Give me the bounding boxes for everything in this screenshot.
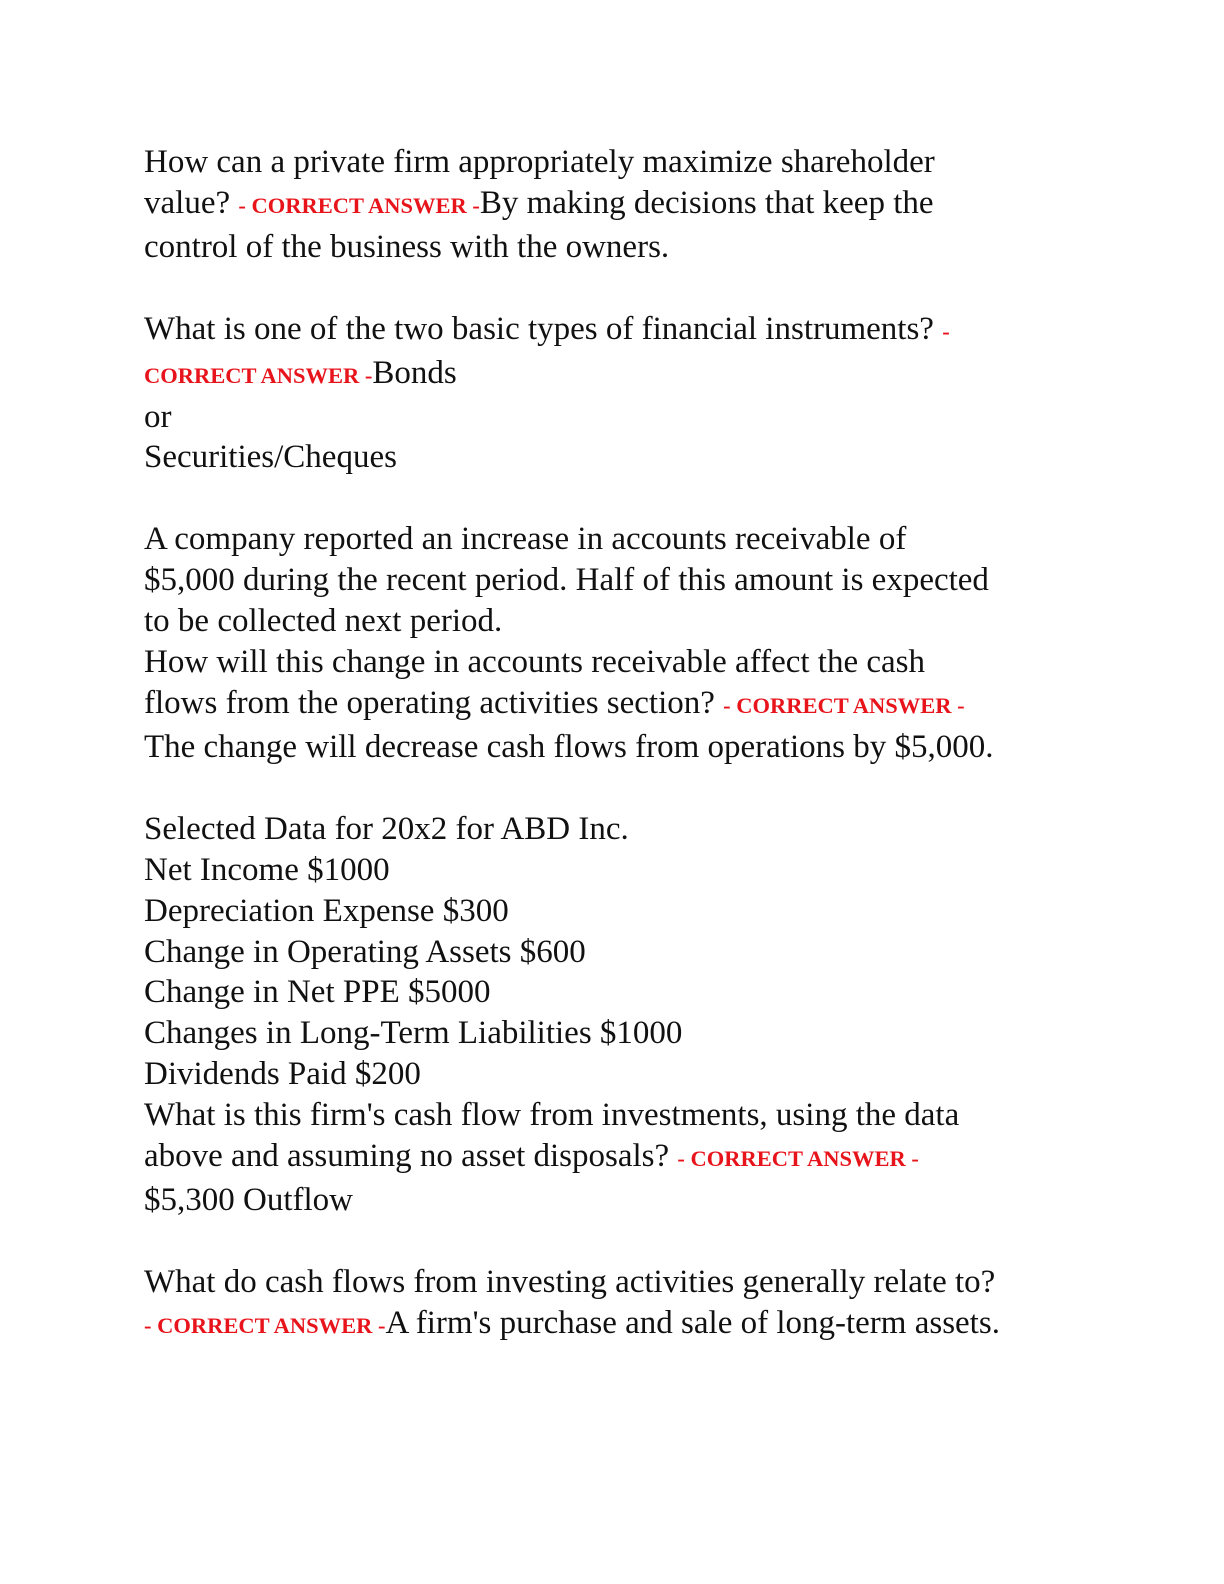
question-line: How can a private firm appropriately maximize shareholder (144, 144, 935, 180)
qa-block-4 (144, 809, 1084, 1221)
qa-block-5 (144, 1262, 1084, 1347)
answer-line: or (144, 398, 172, 435)
question-text: value? (144, 184, 239, 221)
question-line: What do cash flows from investing activities generally relate to? (144, 1263, 996, 1300)
question-text: What is one of the two basic types of financial instruments? (144, 310, 943, 347)
correct-answer-marker: - CORRECT ANSWER - (677, 1146, 919, 1172)
question-answer-line (144, 183, 1084, 227)
question-text: above and assuming no asset disposals? (144, 1138, 678, 1175)
answer-line (144, 353, 1084, 397)
question-line (144, 309, 1084, 353)
question-line: $5,000 during the recent period. Half of this amount is expected (144, 562, 989, 599)
data-line: Change in Net PPE $5000 (144, 974, 491, 1011)
answer-text: A firm's purchase and sale of long-term assets. (385, 1304, 1000, 1341)
document-page (144, 142, 1084, 1388)
answer-line: Securities/Cheques (144, 439, 397, 476)
question-text: flows from the operating activities section? (144, 684, 724, 721)
answer-line: The change will decrease cash flows from operations by $5,000. (144, 728, 994, 765)
correct-answer-marker-end: CORRECT ANSWER - (144, 362, 373, 388)
data-line: Changes in Long-Term Liabilities $1000 (144, 1015, 683, 1052)
correct-answer-marker: - CORRECT ANSWER - (144, 1312, 386, 1338)
question-line: to be collected next period. (144, 603, 503, 640)
answer-text: By making decisions that keep the (479, 184, 934, 221)
qa-block-2 (144, 309, 1084, 479)
qa-block-1 (144, 142, 1084, 268)
answer-line: $5,300 Outflow (144, 1181, 353, 1218)
qa-block-3 (144, 519, 1084, 767)
question-line: How will this change in accounts receivable affect the cash (144, 644, 925, 681)
correct-answer-marker: - CORRECT ANSWER - (238, 192, 480, 218)
data-line: Change in Operating Assets $600 (144, 933, 586, 970)
question-line: A company reported an increase in accounts receivable of (144, 521, 907, 558)
answer-line (144, 1303, 1084, 1347)
question-line (144, 683, 1084, 727)
data-line: Net Income $1000 (144, 851, 390, 888)
data-line: Depreciation Expense $300 (144, 892, 509, 929)
question-line: Selected Data for 20x2 for ABD Inc. (144, 810, 629, 847)
question-line: What is this firm's cash flow from investments, using the data (144, 1097, 960, 1134)
answer-text: Bonds (372, 354, 457, 391)
data-line: Dividends Paid $200 (144, 1056, 421, 1093)
question-line (144, 1136, 1084, 1180)
correct-answer-marker: - CORRECT ANSWER - (723, 692, 965, 718)
answer-line: control of the business with the owners. (144, 228, 670, 265)
correct-answer-marker-start: - (942, 318, 950, 344)
